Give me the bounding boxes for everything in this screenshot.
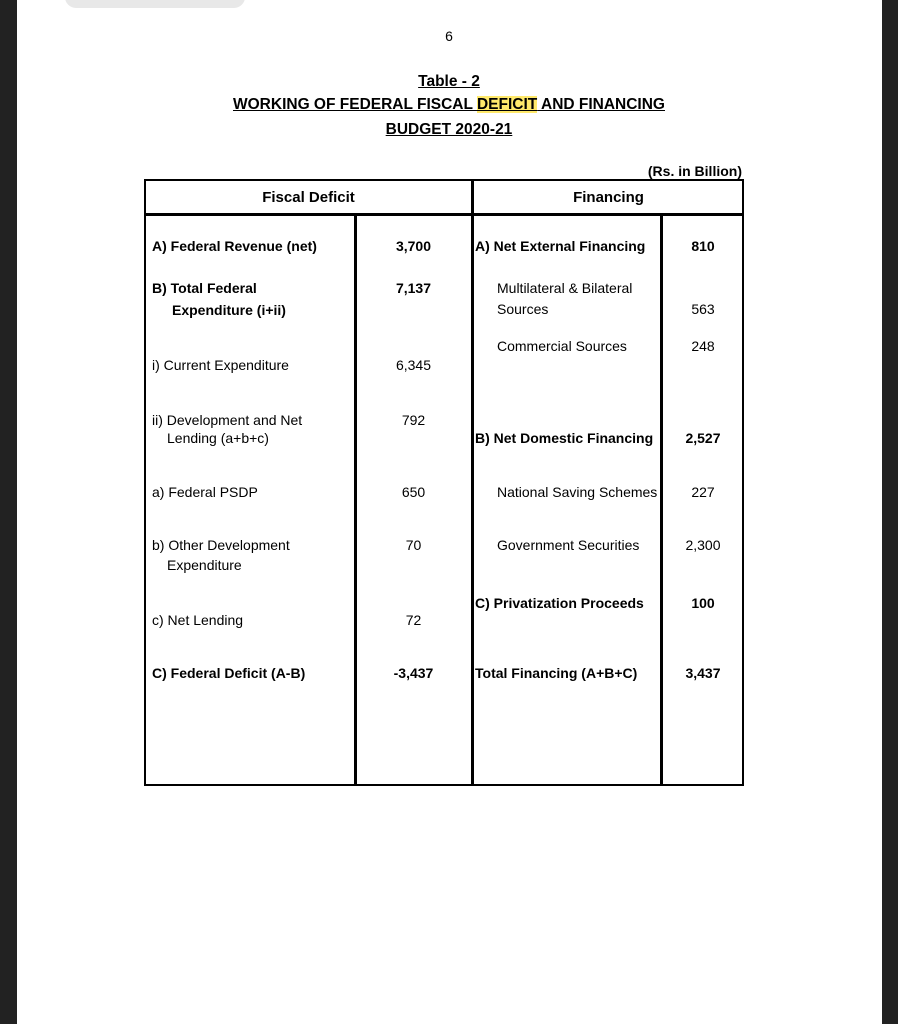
table-subtitle: BUDGET 2020-21 [385,121,513,138]
row-label: i) Current Expenditure [152,357,289,373]
table-label: Table - 2 [418,73,480,90]
row-value: 7,137 [395,280,432,296]
row-label: a) Federal PSDP [152,484,258,500]
row-value: -3,437 [393,665,434,681]
row-value: 563 [691,301,715,317]
header-divider [146,213,742,216]
row-label-cont: Expenditure (i+ii) [172,302,286,318]
row-label: b) Other Development [152,537,290,553]
row-label: C) Federal Deficit (A-B) [152,665,306,681]
row-value: 100 [691,595,715,611]
highlighted-word: DEFICIT [476,96,538,113]
row-label-cont: Expenditure [167,557,242,573]
row-label: B) Net Domestic Financing [475,430,654,446]
page-number: 6 [445,28,453,44]
row-value: 650 [401,484,426,500]
row-value: 6,345 [395,357,432,373]
row-label: c) Net Lending [152,612,244,628]
row-value: 792 [401,412,426,428]
units-note: (Rs. in Billion) [647,163,742,179]
header-fiscal-deficit: Fiscal Deficit [262,189,355,206]
row-value: 3,700 [395,238,432,254]
row-label: Total Financing (A+B+C) [475,665,638,681]
row-value: 70 [405,537,422,553]
row-value: 2,527 [685,430,721,446]
row-label-cont: Lending (a+b+c) [167,430,269,446]
row-value: 810 [691,238,715,254]
row-label: Commercial Sources [497,338,627,354]
row-label: Multilateral & Bilateral [497,280,633,296]
row-label: A) Federal Revenue (net) [152,238,317,254]
fiscal-table [144,179,744,786]
row-value: 2,300 [685,537,721,553]
row-label: B) Total Federal [152,280,257,296]
row-value: 227 [691,484,715,500]
row-value: 72 [405,612,422,628]
viewer-search-bar[interactable] [65,0,245,8]
row-label: ii) Development and Net [152,412,303,428]
row-label: C) Privatization Proceeds [475,595,644,611]
header-financing: Financing [573,189,644,206]
row-label: Government Securities [497,537,640,553]
table-title: WORKING OF FEDERAL FISCAL DEFICIT AND FINANCING [233,96,665,113]
row-value: 3,437 [685,665,721,681]
divider [471,181,474,784]
row-label: National Saving Schemes [497,484,658,500]
row-label-cont: Sources [497,301,549,317]
row-value: 248 [691,338,715,354]
row-label: A) Net External Financing [475,238,646,254]
